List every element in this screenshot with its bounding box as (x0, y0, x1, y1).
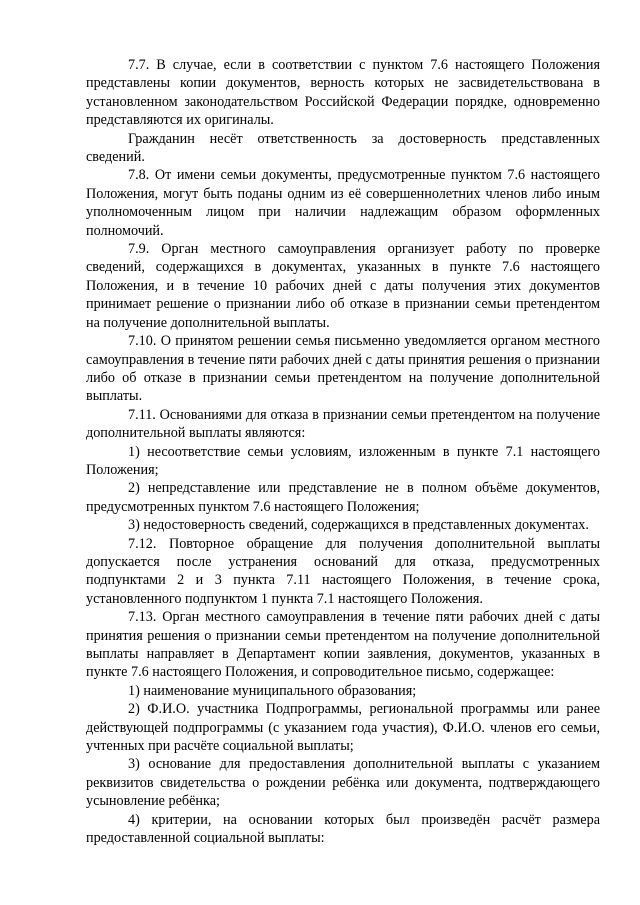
paragraph-7-13: 7.13. Орган местного самоуправления в течение пяти рабочих дней с даты принятия решения о признании семьи претендентом на получение дополнительной выплаты направляет в Департамент копии заявления, документов, указанных в пункте 7.6 настоящего Положения, и сопроводительное письмо, содержащее: (86, 609, 600, 681)
paragraph-7-11-item-2: 2) непредставление или представление не в полном объёме документов, предусмотренных пунктом 7.6 настоящего Положения; (86, 480, 600, 515)
paragraph-7-9: 7.9. Орган местного самоуправления организует работу по проверке сведений, содержащихся в документах, указанных в пункте 7.6 настоящего Положения, и в течение 10 рабочих дней с даты получения этих документов принимает решение о признании либо об отказе в признании семьи претендентом на получение дополнительной выплаты. (86, 241, 600, 331)
paragraph-responsibility: Гражданин несёт ответственность за достоверность представленных сведений. (86, 130, 600, 166)
paragraph-7-13-item-2: 2) Ф.И.О. участника Подпрограммы, региональной программы или ранее действующей подпрограммы (с указанием года участия), Ф.И.О. членов его семьи, учтенных при расчёте социальной выплаты; (86, 701, 600, 755)
paragraph-7-10: 7.10. О принятом решении семья письменно уведомляется органом местного самоуправления в течение пяти рабочих дней с даты принятия решения о признании либо об отказе в признании семьи претендентом на получение дополнительной выплаты. (86, 333, 600, 405)
paragraph-7-7: 7.7. В случае, если в соответствии с пунктом 7.6 настоящего Положения представлены копии документов, верность которых не засвидетельствована в установленном законодательством Российской Федерации порядке, одновременно представляются их оригиналы. (86, 57, 600, 129)
paragraph-7-13-item-3: 3) основание для предоставления дополнительной выплаты с указанием реквизитов свидетельства о рождении ребёнка или документа, подтверждающего усыновление ребёнка; (86, 756, 600, 810)
paragraph-7-11: 7.11. Основаниями для отказа в признании семьи претендентом на получение дополнительной выплаты являются: (86, 406, 600, 442)
paragraph-7-11-item-3: 3) недостоверность сведений, содержащихся в представленных документах. (128, 517, 589, 534)
paragraph-7-13-item-1: 1) наименование муниципального образования; (128, 682, 417, 699)
paragraph-7-12: 7.12. Повторное обращение для получения дополнительной выплаты допускается после устранения оснований для отказа, предусмотренных подпунктами 2 и 3 пункта 7.11 настоящего Положения, в течение срока, установленного подпунктом 1 пункта 7.1 настоящего Положения. (86, 535, 600, 607)
document-body (86, 56, 600, 847)
paragraph-7-13-item-4: 4) критерии, на основании которых был произведён расчёт размера предоставленной социальной выплаты: (86, 811, 600, 847)
paragraph-7-8: 7.8. От имени семьи документы, предусмотренные пунктом 7.6 настоящего Положения, могут быть поданы одним из её совершеннолетних членов либо иным уполномоченным лицом при наличии надлежащим образом оформленных полномочий. (86, 167, 600, 239)
paragraph-7-11-item-1: 1) несоответствие семьи условиям, изложенным в пункте 7.1 настоящего Положения; (86, 443, 600, 478)
